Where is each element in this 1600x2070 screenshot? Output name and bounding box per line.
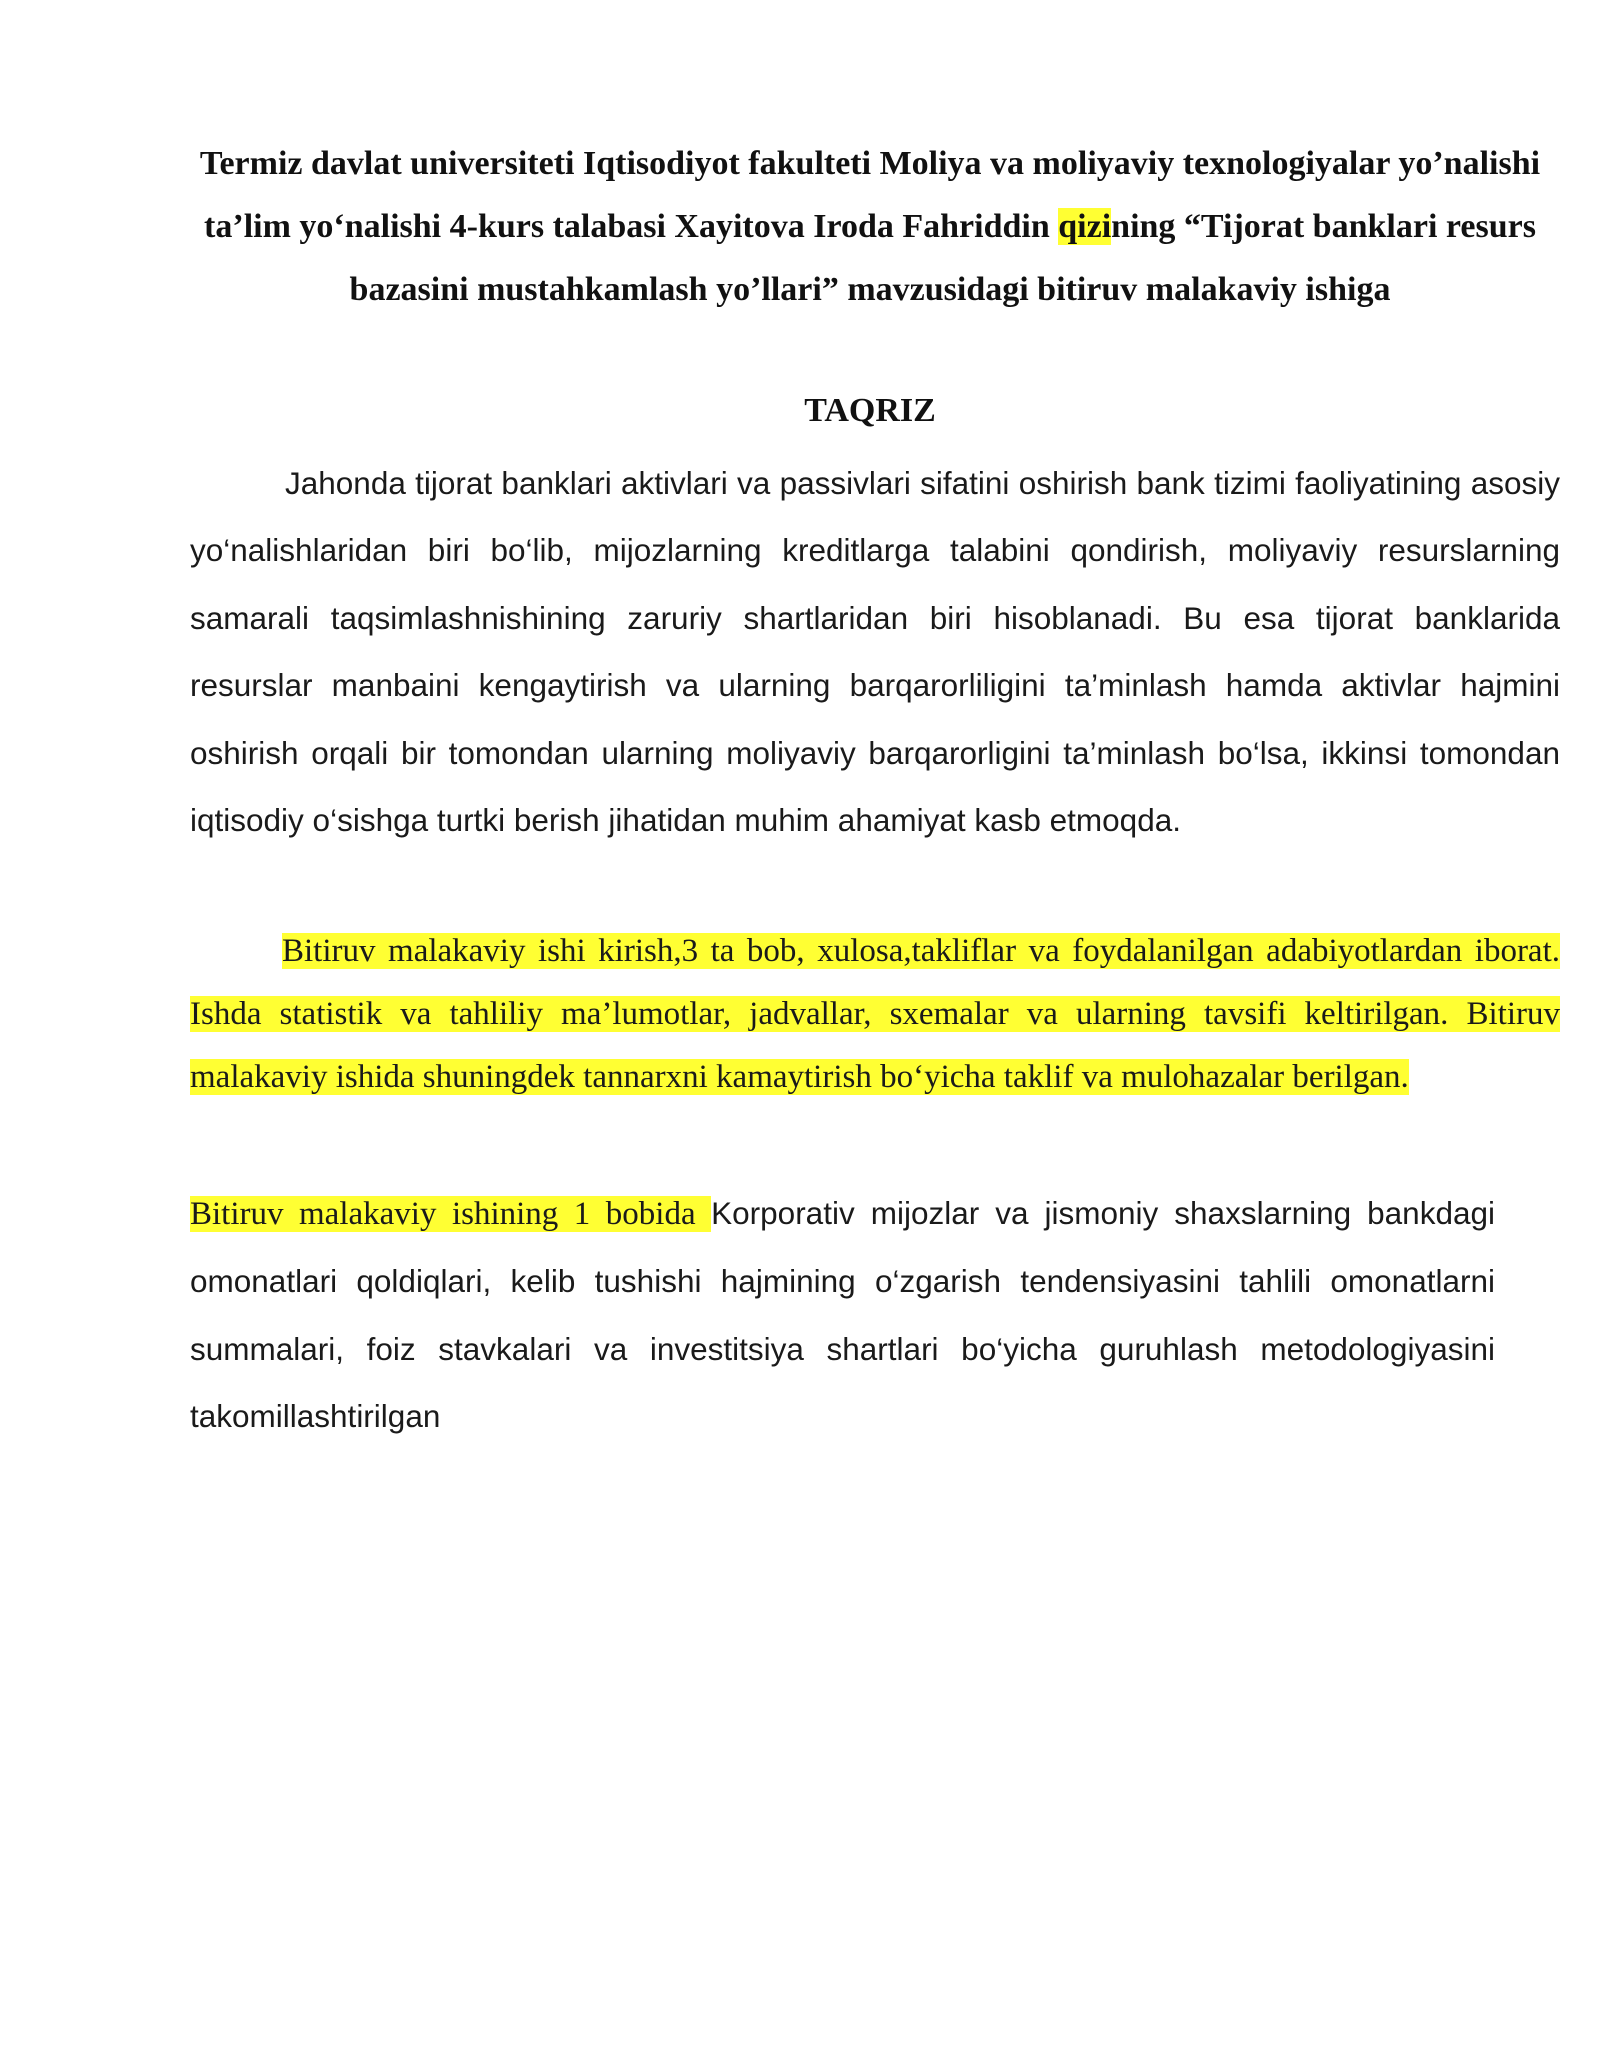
title-text-start: Termiz davlat universiteti Iqtisodiyot fakulteti Moliya va moliyaviy texnologiyalar yo’nalishi ta’lim yo‘nalishi 4-kurs talabasi Xayitova Iroda Fahriddin xyxy=(199,145,1541,245)
document-heading: TAQRIZ xyxy=(804,392,936,429)
chapter-one-highlight: Bitiruv malakaviy ishining 1 bobida xyxy=(190,1196,712,1232)
paragraph-chapter-one xyxy=(190,1180,1495,1451)
title-highlight: qizi xyxy=(1058,208,1112,245)
paragraph-structure-text: Bitiruv malakaviy ishi kirish,3 ta bob, xulosa,takliflar va foydalanilgan adabiyotlardan iborat. Ishda statistik va tahliliy ma’lumotlar, jadvallar, sxemalar va ularning tavsifi keltirilgan. Bitiruv malakaviy ishida shuningdek tannarxni kamaytirish bo‘yicha taklif va mulohazalar berilgan. xyxy=(190,933,1560,1095)
document-title xyxy=(190,132,1550,321)
paragraph-structure xyxy=(190,920,1560,1109)
chapter-one-text: Korporativ mijozlar va jismoniy shaxslarning bankdagi omonatlari qoldiqlari, kelib tushishi hajmining o‘zgarish tendensiyasini tahlili omonatlarni summalari, foiz stavkalari va investitsiya shartlari bo‘yicha guruhlash metodologiyasini takomillashtirilgan xyxy=(190,1195,1495,1435)
title-text-end: ning “Tijorat banklari resurs bazasini mustahkamlash yo’llari” mavzusidagi bitiruv malakaviy ishiga xyxy=(349,208,1536,308)
paragraph-intro: Jahonda tijorat banklari aktivlari va passivlari sifatini oshirish bank tizimi faoliyatining asosiy yo‘nalishlaridan biri bo‘lib, mijozlarning kreditlarga talabini qondirish, moliyaviy resurslarning samarali taqsimlashnishining zaruriy shartlaridan biri hisoblanadi. Bu esa tijorat banklarida resurslar manbaini kengaytirish va ularning barqarorliligini ta’minlash hamda aktivlar hajmini oshirish orqali bir tomondan ularning moliyaviy barqarorligini ta’minlash bo‘lsa, ikkinsi tomondan iqtisodiy o‘sishga turtki berish jihatidan muhim ahamiyat kasb etmoqda. xyxy=(190,465,1560,839)
